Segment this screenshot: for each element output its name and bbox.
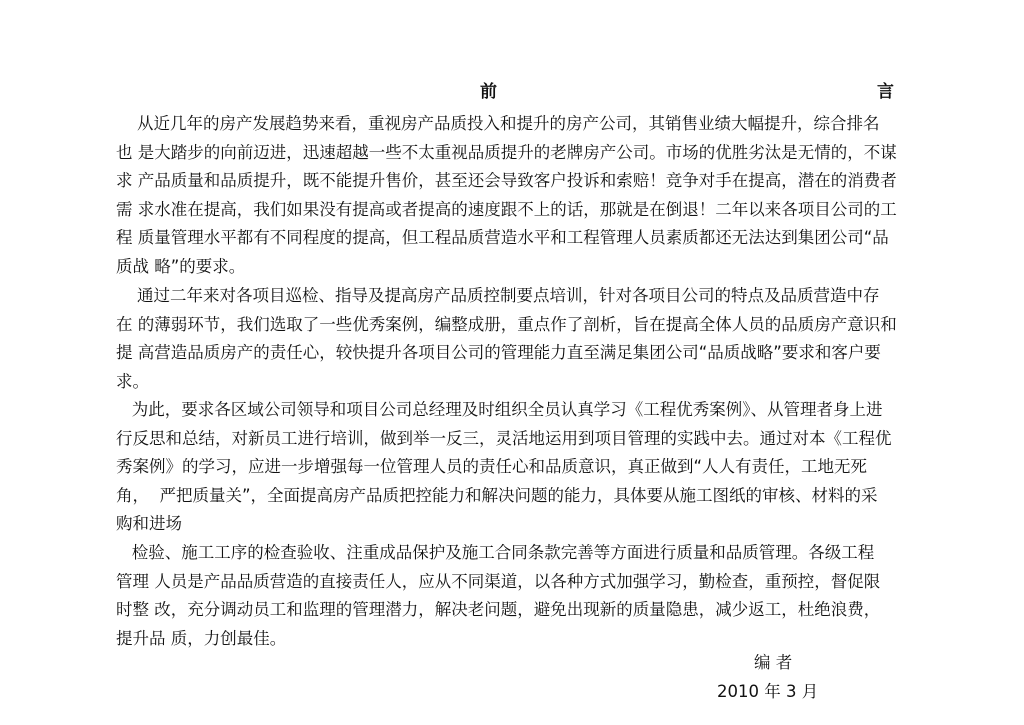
paragraph-line: 购和进场: [116, 514, 182, 534]
title-char-right: 言: [877, 82, 894, 102]
paragraph-line: 也 是大踏步的向前迈进，迅速超越一些不太重视品质提升的老牌房产公司。市场的优胜劣汰是无情的，不谋: [116, 142, 897, 162]
paragraph-line: 质战 略”的要求。: [116, 256, 246, 276]
paragraph-2: [116, 282, 926, 396]
paragraph-line: 行反思和总结，对新员工进行培训，做到举一反三，灵活地运用到项目管理的实践中去。通过对本《工程优: [116, 428, 892, 448]
paragraph-line: 在 的薄弱环节，我们选取了一些优秀案例，编整成册，重点作了剖析，旨在提高全体人员的品质房产意识和: [116, 314, 897, 334]
paragraph-line: 时整 改，充分调动员工和监理的管理潜力，解决老问题，避免出现新的质量隐患，减少返工，杜绝浪费，: [116, 600, 881, 620]
paragraph-line: 程 质量管理水平都有不同程度的提高，但工程品质营造水平和工程管理人员素质都还无法达到集团公司“品: [116, 228, 889, 248]
paragraph-line: 提 高营造品质房产的责任心，较快提升各项目公司的管理能力直至满足集团公司“品质战略”要求和客户要: [116, 343, 881, 363]
paragraph-3: [116, 396, 926, 539]
paragraph-line: 角， 严把质量关”，全面提高房产品质把控能力和解决问题的能力，具体要从施工图纸的审核、材料的采: [116, 485, 878, 505]
paragraph-line: 检验、施工工序的检查验收、注重成品保护及施工合同条款完善等方面进行质量和品质管理。各级工程: [116, 543, 875, 562]
paragraph-line: 从近几年的房产发展趋势来看，重视房产品质投入和提升的房产公司，其销售业绩大幅提升，综合排名: [116, 114, 880, 133]
paragraph-line: 提升品 质，力创最佳。: [116, 628, 287, 648]
signature-date: 2010 年 3 月: [717, 682, 819, 701]
title-char-left: 前: [480, 82, 497, 102]
paragraph-line: 管理 人员是产品品质营造的直接责任人，应从不同渠道，以各种方式加强学习，勤检查，重预控，督促限: [116, 571, 881, 591]
paragraph-line: 需 求水准在提高，我们如果没有提高或者提高的速度跟不上的话，那就是在倒退！二年以来各项目公司的工: [116, 199, 897, 219]
paragraph-line: 秀案例》的学习，应进一步增强每一位管理人员的责任心和品质意识，真正做到“人人有责任，工地无死: [116, 457, 868, 477]
paragraph-line: 求 产品质量和品质提升，既不能提升售价，甚至还会导致客户投诉和索赔！竞争对手在提高，潜在的消费者: [116, 171, 897, 191]
paragraph-4: [116, 539, 926, 653]
paragraph-line: 求。: [116, 371, 149, 391]
paragraph-1: [116, 110, 926, 282]
paragraph-line: 为此，要求各区域公司领导和项目公司总经理及时组织全员认真学习《工程优秀案例》、从管理者身上进: [116, 400, 883, 419]
paragraph-line: 通过二年来对各项目巡检、指导及提高房产品质控制要点培训，针对各项目公司的特点及品质营造中存: [116, 286, 880, 305]
signature-author: 编 者: [754, 653, 793, 672]
